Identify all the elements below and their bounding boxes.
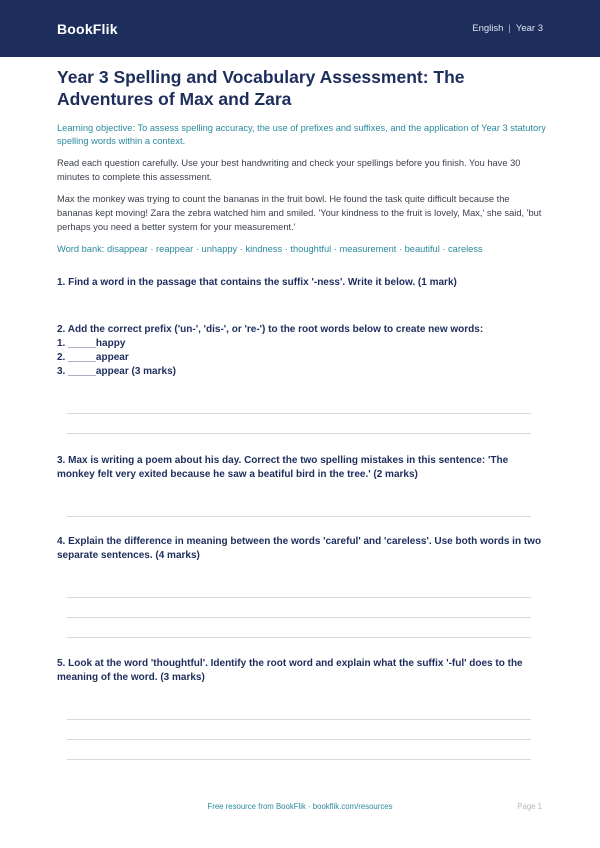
- year-label: Year 3: [515, 23, 543, 34]
- header-meta: [472, 23, 543, 34]
- learning-objective: Learning objective: To assess spelling accuracy, the use of prefixes and suffixes, and the application of Year 3 statutory spelling words within a context.: [57, 123, 546, 146]
- subject-label: English: [472, 23, 504, 34]
- answer-line[interactable]: [67, 413, 531, 414]
- instructions: Read each question carefully. Use your best handwriting and check your spellings before you finish. You have 30 minutes to complete this assessment.: [57, 158, 521, 182]
- question-1: 1. Find a word in the passage that contains the suffix '-ness'. Write it below. (1 mark): [57, 277, 457, 288]
- question-2-item: 2. _____appear: [57, 352, 129, 363]
- answer-line[interactable]: [67, 719, 531, 720]
- question-2-item: 3. _____appear (3 marks): [57, 366, 176, 377]
- page-title: Year 3 Spelling and Vocabulary Assessment: The Adventures of Max and Zara: [57, 67, 465, 109]
- header-separator: |: [508, 23, 511, 34]
- brand-logo: BookFlik: [57, 20, 118, 37]
- question-4: 4. Explain the difference in meaning between the words 'careful' and 'careless'. Use both words in two separate sentences. (4 marks): [57, 536, 542, 561]
- answer-line[interactable]: [67, 759, 531, 760]
- answer-line[interactable]: [67, 597, 531, 598]
- answer-line[interactable]: [67, 637, 531, 638]
- question-3: 3. Max is writing a poem about his day. Correct the two spelling mistakes in this sentence: 'The monkey felt very exited because he saw a beatiful bird in the tree.' (2 marks): [57, 455, 509, 480]
- answer-line[interactable]: [67, 516, 531, 517]
- question-5: 5. Look at the word 'thoughtful'. Identify the root word and explain what the suffix '-ful' does to the meaning of the word. (3 marks): [57, 658, 523, 683]
- page-header: [0, 0, 600, 57]
- question-2-item: 1. _____happy: [57, 338, 126, 349]
- answer-line[interactable]: [67, 433, 531, 434]
- footer-credit: Free resource from BookFlik · bookflik.com/resources: [207, 802, 393, 811]
- page-number: Page 1: [517, 802, 542, 811]
- word-bank: Word bank: disappear · reappear · unhappy · kindness · thoughtful · measurement · beautiful · careless: [57, 244, 483, 254]
- question-2-intro: 2. Add the correct prefix ('un-', 'dis-', or 're-') to the root words below to create new words:: [57, 324, 484, 335]
- answer-line[interactable]: [67, 739, 531, 740]
- reading-passage: Max the monkey was trying to count the bananas in the fruit bowl. He found the task quite difficult because the bananas kept moving! Zara the zebra watched him and smiled. 'Your kindness to the fruit is lovely, Max,' she said, 'but perhaps you need a better system for your measurement.': [57, 194, 542, 232]
- answer-line[interactable]: [67, 617, 531, 618]
- question-2: [57, 323, 547, 379]
